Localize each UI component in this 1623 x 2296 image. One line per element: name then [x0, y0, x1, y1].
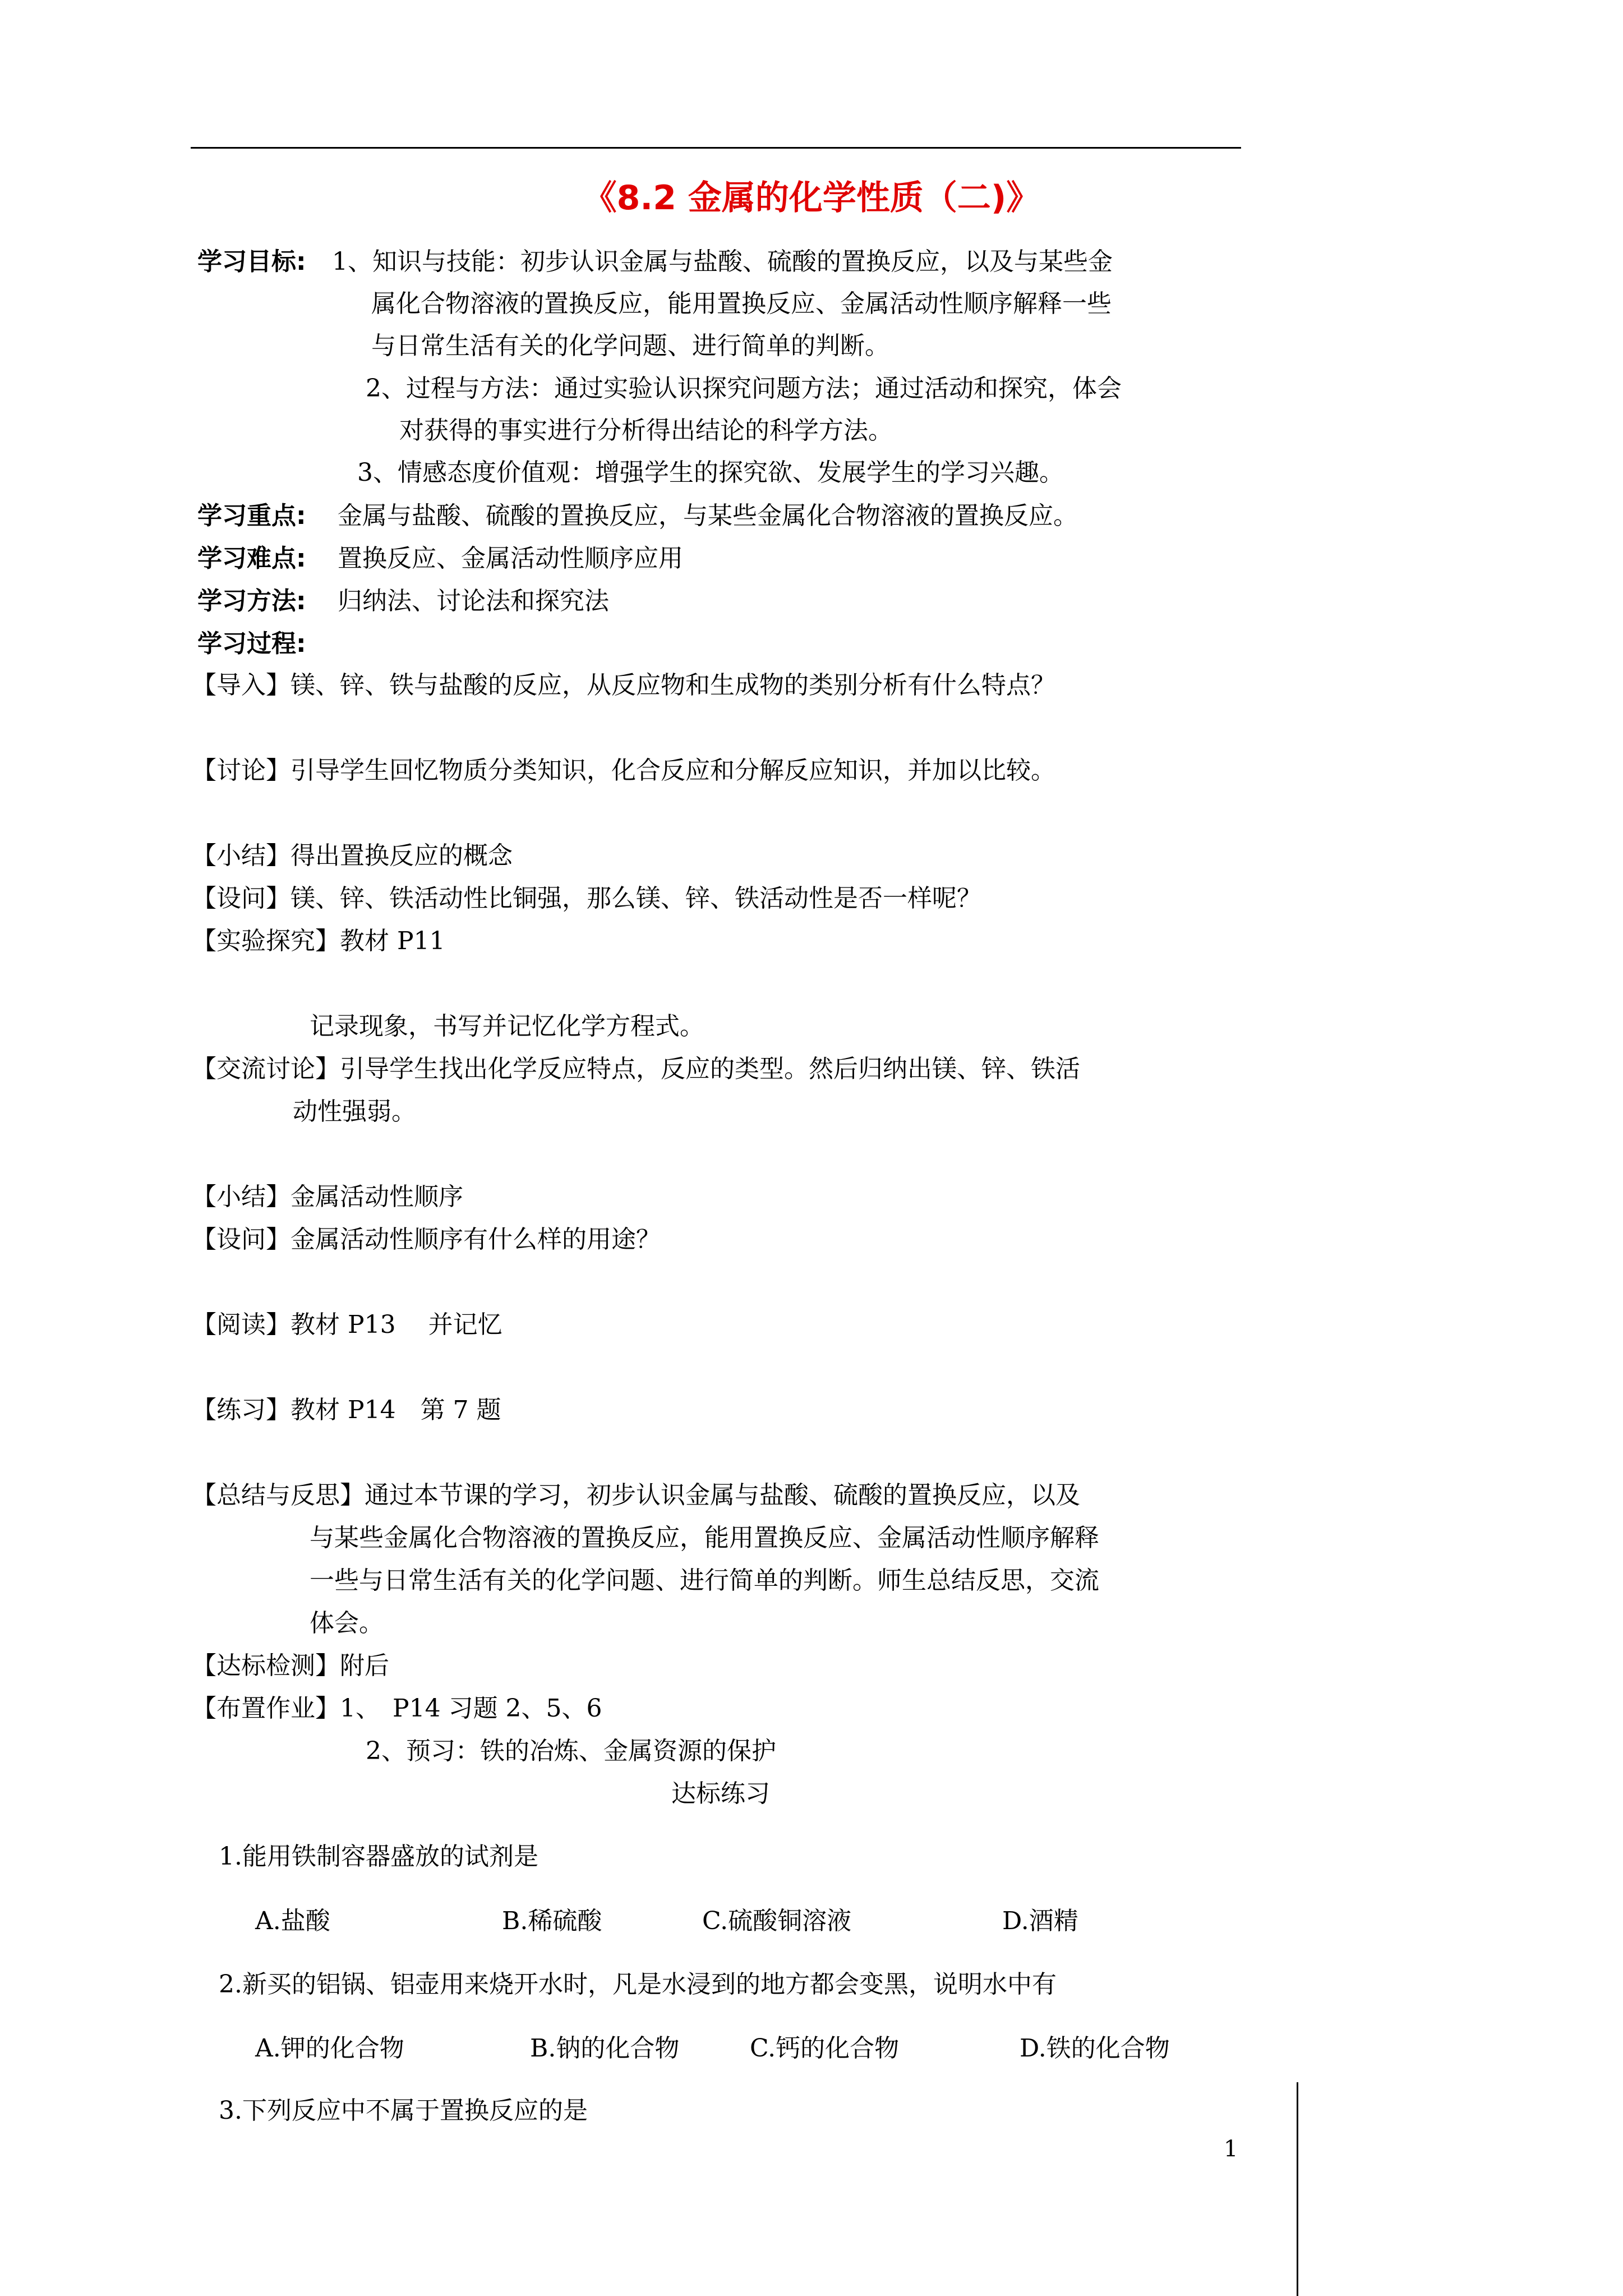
step-homework-2: 2、预习：铁的冶炼、金属资源的保护 [366, 1737, 776, 1765]
key-points-text: 金属与盐酸、硫酸的置换反应，与某些金属化合物溶液的置换反应。 [338, 501, 1078, 530]
step-experiment: 【实验探究】教材 P11 [192, 927, 445, 955]
q2-option-c: C.钙的化合物 [750, 2034, 900, 2063]
q1-option-c: C.硫酸铜溶液 [702, 1907, 852, 1935]
objective-3: 3、情感态度价值观：增强学生的探究欲、发展学生的学习兴趣。 [357, 458, 1064, 487]
step-experiment-note: 记录现象，书写并记忆化学方程式。 [310, 1012, 704, 1041]
step-discussion: 【讨论】引导学生回忆物质分类知识，化合反应和分解反应知识，并加以比较。 [192, 756, 1055, 785]
q1-option-a: A.盐酸 [255, 1907, 330, 1935]
step-question-2: 【设问】金属活动性顺序有什么样的用途？ [192, 1225, 661, 1254]
page-title: 《8.2 金属的化学性质（二)》 [583, 178, 1040, 218]
q1-option-b: B.稀硫酸 [502, 1907, 602, 1935]
header-rule [191, 147, 1241, 149]
objective-1-line-1: 1、知识与技能：初步认识金属与盐酸、硫酸的置换反应，以及与某些金 [332, 247, 1113, 276]
q2-option-a: A.钾的化合物 [255, 2034, 404, 2063]
step-summary-1: 【小结】得出置换反应的概念 [192, 841, 513, 870]
difficulty-label: 学习难点: [197, 544, 306, 573]
step-practice: 【练习】教材 P14 第 7 题 [192, 1396, 501, 1424]
key-points-label: 学习重点: [197, 501, 306, 530]
step-intro: 【导入】镁、锌、铁与盐酸的反应，从反应物和生成物的类别分析有什么特点？ [192, 671, 1055, 700]
margin-rule [1297, 2082, 1298, 2296]
step-exchange-line-2: 动性强弱。 [293, 1097, 416, 1126]
step-assessment: 【达标检测】附后 [192, 1651, 389, 1680]
q1-option-d: D.酒精 [1002, 1907, 1078, 1935]
objective-2-line-1: 2、过程与方法：通过实验认识探究问题方法；通过活动和探究，体会 [366, 374, 1122, 403]
objective-2-line-2: 对获得的事实进行分析得出结论的科学方法。 [399, 416, 893, 445]
step-reflection-line-4: 体会。 [310, 1609, 384, 1637]
step-question-1: 【设问】镁、锌、铁活动性比铜强，那么镁、锌、铁活动性是否一样呢？ [192, 884, 981, 913]
step-reflection-line-1: 【总结与反思】通过本节课的学习，初步认识金属与盐酸、硫酸的置换反应，以及 [192, 1481, 1080, 1510]
step-reflection-line-2: 与某些金属化合物溶液的置换反应，能用置换反应、金属活动性顺序解释 [310, 1524, 1099, 1552]
objective-1-line-3: 与日常生活有关的化学问题、进行简单的判断。 [371, 332, 889, 360]
process-label: 学习过程: [197, 629, 306, 658]
q2-option-b: B.钠的化合物 [530, 2034, 680, 2063]
difficulty-text: 置换反应、金属活动性顺序应用 [338, 544, 683, 573]
method-text: 归纳法、讨论法和探究法 [338, 587, 609, 615]
step-reflection-line-3: 一些与日常生活有关的化学问题、进行简单的判断。师生总结反思，交流 [310, 1566, 1099, 1595]
question-2: 2.新买的铝锅、铝壶用来烧开水时，凡是水浸到的地方都会变黑，说明水中有 [219, 1970, 1057, 1999]
objective-1-line-2: 属化合物溶液的置换反应，能用置换反应、金属活动性顺序解释一些 [371, 289, 1112, 318]
question-1: 1.能用铁制容器盛放的试剂是 [219, 1842, 538, 1871]
page-number: 1 [1224, 2136, 1238, 2162]
step-reading: 【阅读】教材 P13 并记忆 [192, 1310, 502, 1339]
question-3: 3.下列反应中不属于置换反应的是 [219, 2096, 588, 2125]
q2-option-d: D.铁的化合物 [1020, 2034, 1170, 2063]
step-summary-2: 【小结】金属活动性顺序 [192, 1182, 463, 1211]
step-homework-1: 【布置作业】1、 P14 习题 2、5、6 [192, 1694, 602, 1723]
objectives-label: 学习目标: [197, 247, 306, 276]
step-exchange-line-1: 【交流讨论】引导学生找出化学反应特点，反应的类型。然后归纳出镁、锌、铁活 [192, 1055, 1080, 1083]
exercise-title: 达标练习 [671, 1779, 770, 1808]
method-label: 学习方法: [197, 587, 306, 615]
